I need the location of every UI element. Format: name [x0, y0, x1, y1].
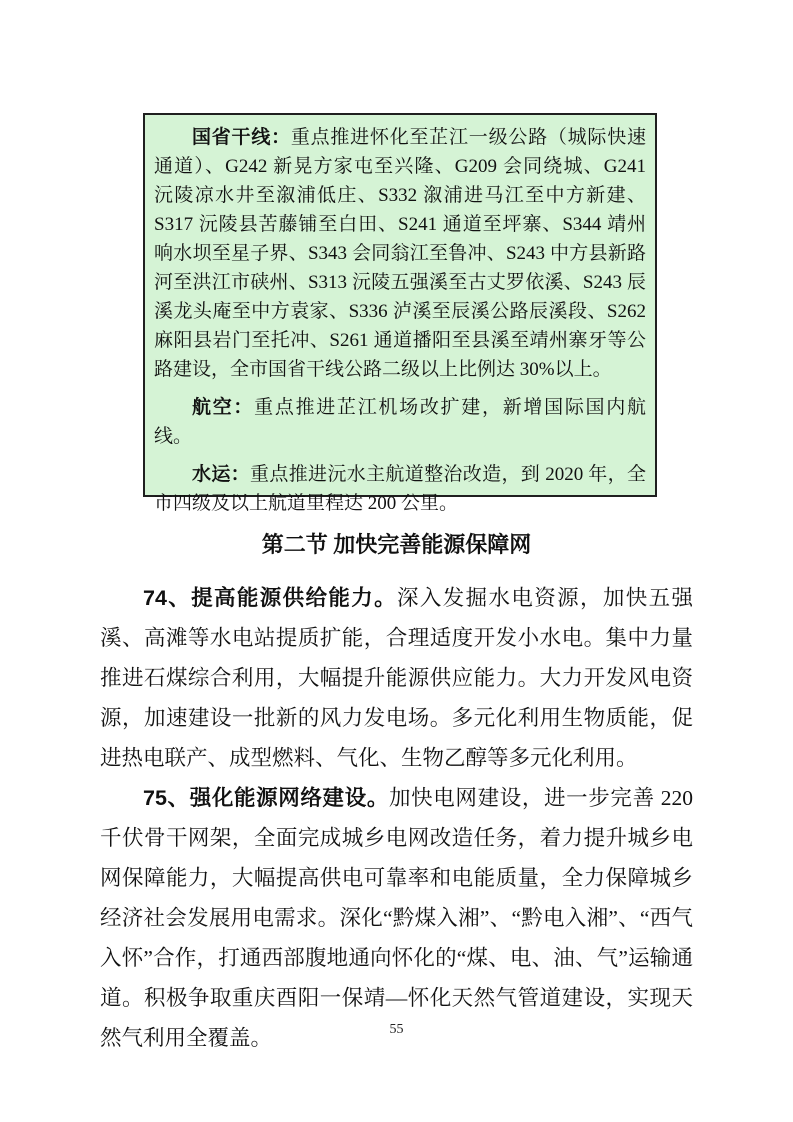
box-paragraph-shuiyun	[154, 460, 646, 518]
page-number: 55	[389, 1022, 404, 1037]
body-paragraph-74	[100, 578, 693, 778]
box-paragraph-lead: 水运：	[192, 464, 251, 485]
green-box	[143, 113, 657, 514]
body-text	[100, 578, 693, 1058]
body-paragraph-text: 深入发掘水电资源，加快五强溪、高滩等水电站提质扩能，合理适度开发小水电。集中力量推进石煤综合利用，大幅提升能源供应能力。大力开发风电资源，加速建设一批新的风力发电场。多元化利用生物质能，促进热电联产、成型燃料、气化、生物乙醇等多元化利用。	[100, 586, 693, 770]
body-paragraph-lead: 75、强化能源网络建设。	[143, 786, 389, 810]
box-paragraph-text: 重点推进怀化至芷江一级公路（城际快速通道）、G242 新晃方家屯至兴隆、G209 会同绕城、G241 沅陵凉水井至溆浦低庄、S332 溆浦进马江至中方新建、S317 沅陵县苦藤铺至白田、S241 通道至坪寨、S344 靖州响水坝至星子界、S343 会同翁江至鲁冲、S243 中方县新路河至洪江市硖州、S313 沅陵五强溪至古丈罗依溪、S243 辰溪龙头庵至中方袁家、S336 泸溪至辰溪公路辰溪段、S262 麻阳县岩门至托冲、S261 通道播阳至县溪至靖州寨牙等公路建设，全市国省干线公路二级以上比例达 30%以上。	[154, 127, 646, 380]
box-paragraph-text: 重点推进沅水主航道整治改造，到 2020 年，全市四级及以上航道里程达 200 公里。	[154, 464, 646, 514]
box-paragraph-lead: 国省干线：	[192, 127, 291, 148]
box-paragraph-hangkong	[154, 393, 646, 451]
body-paragraph-75	[100, 778, 693, 1058]
box-paragraph-text: 重点推进芷江机场改扩建，新增国际国内航线。	[154, 397, 646, 447]
body-paragraph-lead: 74、提高能源供给能力。	[143, 586, 398, 610]
section-heading: 第二节 加快完善能源保障网	[261, 532, 532, 557]
body-paragraph-text: 加快电网建设，进一步完善 220 千伏骨干网架，全面完成城乡电网改造任务，着力提升城乡电网保障能力，大幅提高供电可靠率和电能质量，全力保障城乡经济社会发展用电需求。深化“黔煤入湘”、“黔电入湘”、“西气入怀”合作，打通西部腹地通向怀化的“煤、电、油、气”运输通道。积极争取重庆酉阳一保靖—怀化天然气管道建设，实现天然气利用全覆盖。	[100, 786, 693, 1050]
box-paragraph-lead: 航空：	[192, 397, 255, 418]
box-paragraph-guosheng	[154, 123, 646, 384]
